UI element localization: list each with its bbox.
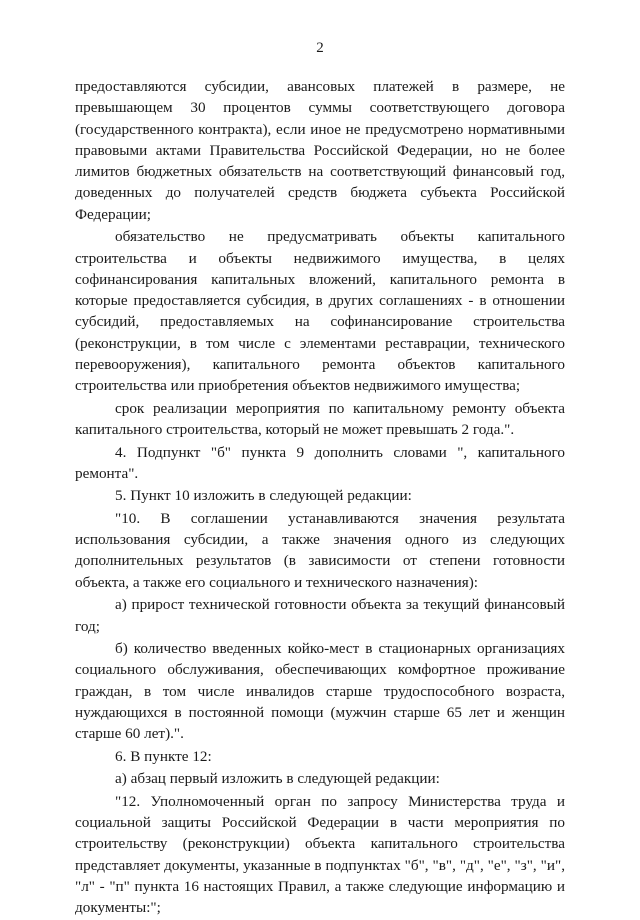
paragraph-item-6: 6. В пункте 12:	[115, 747, 212, 765]
page-number: 2	[316, 40, 324, 56]
document-body	[75, 76, 565, 920]
paragraph-item-5: 5. Пункт 10 изложить в следующей редакции:	[115, 487, 412, 505]
paragraph-subitem-b-beds: б) количество введенных койко-мест в стационарных организациях социального обслуживания, обеспечивающих комфортное проживание граждан, в том числе инвалидов старше трудоспособного возраста, нуждающихся в постоянной помощи (мужчин старше 65 лет и женщин старше 60 лет).".	[75, 640, 565, 743]
paragraph-repair-term: срок реализации мероприятия по капитальному ремонту объекта капитального строительства, который не может превышать 2 года.".	[75, 399, 565, 439]
paragraph-point-12: "12. Уполномоченный орган по запросу Министерства труда и социальной защиты Российской Федерации в части мероприятия по строительству (реконструкции) объекта капитального строительства представляет документы, указанные в подпунктах "б", "в", "д", "е", "з", "и", "л" - "п" пункта 16 настоящих Правил, а также следующие информацию и документы:";	[75, 792, 565, 917]
paragraph-subsidy-advance-payments: предоставляются субсидии, авансовых платежей в размере, не превышающем 30 процентов суммы соответствующего договора (государственного контракта), если иное не предусмотрено нормативными правовыми актами Правительства Российской Федерации, но не более лимитов бюджетных обязательств на соответствующий финансовый год, доведенных до получателей средств бюджета субъекта Российской Федерации;	[75, 78, 565, 223]
paragraph-item-6a: а) абзац первый изложить в следующей редакции:	[115, 770, 440, 788]
paragraph-item-4: 4. Подпункт "б" пункта 9 дополнить словами ", капитального ремонта".	[75, 443, 565, 482]
paragraph-subitem-a-readiness: а) прирост технической готовности объекта за текущий финансовый год;	[75, 596, 565, 635]
paragraph-obligation-no-cofinancing: обязательство не предусматривать объекты капитального строительства и объекты недвижимого имущества, в целях софинансирования капитальных вложений, капитального ремонта в которые предоставляется субсидия, в других соглашениях - в отношении субсидий, предоставляемых на софинансирование строительства (реконструкции, в том числе с элементами реставрации, технического перевооружения), капитального ремонта объектов капитального строительства или приобретения объектов недвижимого имущества;	[75, 228, 565, 395]
paragraph-point-10: "10. В соглашении устанавливаются значения результата использования субсидии, а также значения одного из следующих дополнительных результатов (в зависимости от степени готовности объекта, а также его социального и технического назначения):	[75, 509, 565, 591]
